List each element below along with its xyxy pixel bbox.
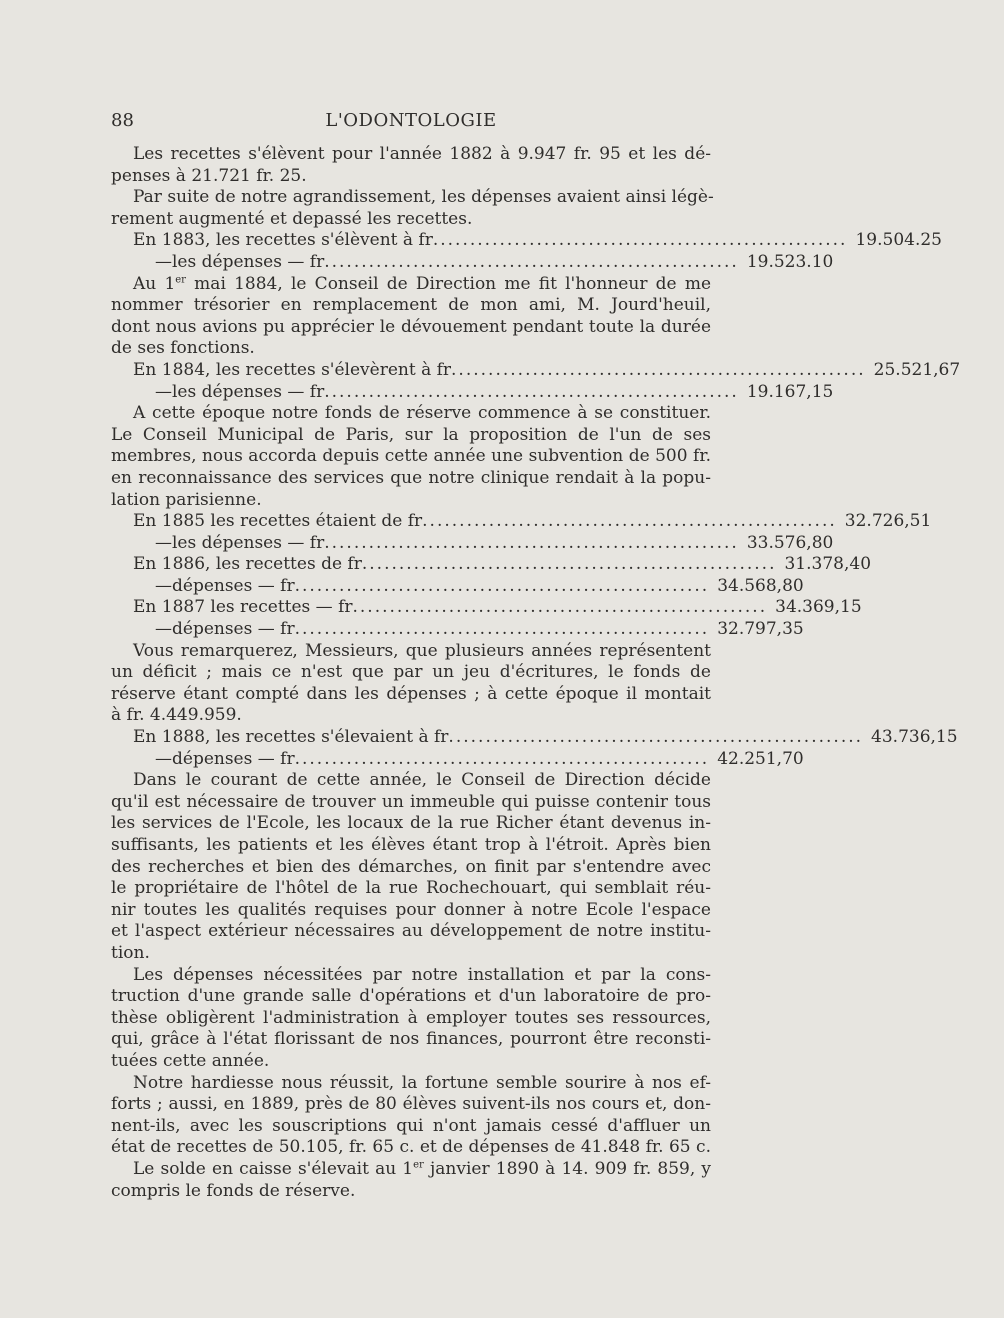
ledger-row: [111, 597, 862, 619]
dot-leader: ........................................................: [294, 619, 710, 640]
running-title: L'ODONTOLOGIE: [325, 110, 497, 131]
text-line: dont nous avions pu apprécier le dévouement pendant toute la durée: [111, 316, 711, 337]
ditto-dash: —: [155, 619, 172, 640]
ledger-label: les dépenses — fr: [172, 532, 325, 553]
text-line: nommer trésorier en remplacement de mon ami, M. Jourd'heuil,: [111, 295, 711, 316]
text-line: de ses fonctions.: [111, 338, 255, 359]
text-line: qui, grâce à l'état florissant de nos finances, pourront être reconsti-: [111, 1029, 711, 1050]
dot-leader: ........................................................: [451, 359, 866, 380]
ledger-label: les dépenses — fr: [172, 381, 325, 402]
text-line: compris le fonds de réserve.: [111, 1180, 356, 1201]
text-line: penses à 21.721 fr. 25.: [111, 165, 307, 186]
dot-leader: ........................................................: [324, 381, 739, 402]
text-line: Dans le courant de cette année, le Conseil de Direction décide: [133, 770, 711, 791]
ditto-dash: —: [155, 748, 172, 769]
ledger-row: [111, 359, 961, 382]
ledger-value: 19.167,15: [746, 381, 834, 402]
dot-leader: ........................................................: [432, 230, 848, 251]
text-line: Par suite de notre agrandissement, les dépenses avaient ainsi légè-: [133, 187, 714, 208]
text-line: thèse obligèrent l'administration à employer toutes ses ressources,: [111, 1007, 711, 1028]
ledger-label: En 1887 les recettes — fr: [133, 597, 353, 618]
text-line: réserve étant compté dans les dépenses ; à cette époque il montait: [111, 683, 711, 704]
ledger-value: 43.736,15: [871, 727, 958, 748]
ditto-dash: —: [155, 381, 172, 402]
text-line: rement augmenté et depassé les recettes.: [111, 208, 473, 229]
ledger-label: En 1885 les recettes étaient de fr: [133, 511, 423, 532]
text-line: Les dépenses nécessitées par notre installation et par la cons-: [133, 964, 711, 985]
ditto-dash: —: [155, 575, 172, 596]
dot-leader: ........................................................: [294, 575, 710, 596]
ledger-label: En 1886, les recettes de fr: [133, 554, 362, 575]
ledger-value: 32.797,35: [717, 619, 804, 640]
ledger-label: En 1884, les recettes s'élevèrent à fr: [133, 359, 452, 380]
ledger-row: [111, 230, 942, 252]
text-line: A cette époque notre fonds de réserve commence à se constituer.: [133, 403, 711, 424]
ditto-dash: —: [155, 532, 172, 553]
text-line: lation parisienne.: [111, 489, 262, 510]
ledger-row: [111, 619, 804, 641]
dot-leader: ........................................................: [324, 251, 739, 272]
text-line: Au 1er mai 1884, le Conseil de Direction me fit l'honneur de me: [133, 273, 711, 294]
ledger-value: 19.523.10: [746, 251, 834, 272]
ledger-value: 19.504.25: [855, 230, 942, 251]
text-line: nent-ils, avec les souscriptions qui n'ont jamais cessé d'affluer un: [111, 1115, 711, 1136]
text-line: Vous remarquerez, Messieurs, que plusieurs années représentent: [133, 640, 711, 661]
ledger-row: [111, 511, 932, 533]
ditto-dash: —: [155, 251, 172, 272]
dot-leader: ........................................................: [361, 554, 777, 575]
dot-leader: ........................................................: [324, 532, 739, 553]
text-line: forts ; aussi, en 1889, près de 80 élèves suivent-ils nos cours et, don-: [111, 1094, 711, 1115]
text-line: nir toutes les qualités requises pour donner à notre Ecole l'espace: [111, 899, 711, 920]
ledger-label: les dépenses — fr: [172, 251, 325, 272]
text-line: à fr. 4.449.959.: [111, 705, 242, 726]
ledger-label: dépenses — fr: [172, 575, 295, 596]
text-line: état de recettes de 50.105, fr. 65 c. et de dépenses de 41.848 fr. 65 c.: [111, 1137, 711, 1158]
ledger-value: 32.726,51: [844, 511, 932, 532]
ledger-row: [111, 532, 834, 555]
ledger-row: [111, 381, 834, 404]
text-line: qu'il est nécessaire de trouver un immeuble qui puisse contenir tous: [111, 791, 711, 812]
ledger-value: 31.378,40: [784, 554, 872, 575]
ledger-row: [111, 575, 804, 598]
ledger-label: En 1888, les recettes s'élevaient à fr: [133, 727, 449, 748]
text-line: le propriétaire de l'hôtel de la rue Rochechouart, qui semblait réu-: [111, 878, 711, 899]
dot-leader: ........................................................: [294, 748, 710, 769]
ledger-value: 25.521,67: [873, 359, 961, 380]
text-line: des recherches et bien des démarches, on finit par s'entendre avec: [111, 856, 711, 877]
ledger-value: 34.568,80: [717, 575, 804, 596]
text-line: les services de l'Ecole, les locaux de la rue Richer étant devenus in-: [111, 813, 711, 834]
dot-leader: ........................................................: [422, 511, 837, 532]
ledger-value: 33.576,80: [746, 532, 834, 553]
page-header: [111, 110, 711, 136]
dot-leader: ........................................................: [448, 727, 864, 748]
text-line: tion.: [111, 942, 150, 963]
ledger-row: [111, 727, 958, 749]
ledger-row: [111, 554, 872, 576]
text-line: Notre hardiesse nous réussit, la fortune semble sourire à nos ef-: [133, 1072, 711, 1093]
text-line: Le solde en caisse s'élevait au 1er janvier 1890 à 14. 909 fr. 859, y: [133, 1158, 712, 1179]
text-line: suffisants, les patients et les élèves étant trop à l'étroit. Après bien: [111, 835, 711, 855]
text-line: Le Conseil Municipal de Paris, sur la proposition de l'un de ses: [111, 424, 711, 445]
ledger-row: [111, 251, 834, 274]
dot-leader: ........................................................: [352, 597, 768, 618]
text-line: en reconnaissance des services que notre clinique rendait à la popu-: [111, 467, 711, 488]
ledger-value: 34.369,15: [775, 597, 862, 618]
ledger-label: En 1883, les recettes s'élèvent à fr: [133, 230, 433, 251]
text-line: et l'aspect extérieur nécessaires au développement de notre institu-: [111, 921, 711, 942]
body-text: [111, 144, 961, 1202]
ledger-value: 42.251,70: [717, 748, 804, 769]
text-line: membres, nous accorda depuis cette année une subvention de 500 fr.: [111, 446, 711, 467]
text-line: tuées cette année.: [111, 1050, 270, 1071]
text-line: truction d'une grande salle d'opérations et d'un laboratoire de pro-: [111, 986, 711, 1007]
ledger-row: [111, 748, 804, 771]
text-line: un déficit ; mais ce n'est que par un jeu d'écritures, le fonds de: [111, 662, 711, 683]
text-line: Les recettes s'élèvent pour l'année 1882 à 9.947 fr. 95 et les dé-: [133, 144, 711, 164]
page-number: 88: [111, 110, 134, 131]
ledger-label: dépenses — fr: [172, 748, 295, 769]
ledger-label: dépenses — fr: [172, 619, 295, 640]
